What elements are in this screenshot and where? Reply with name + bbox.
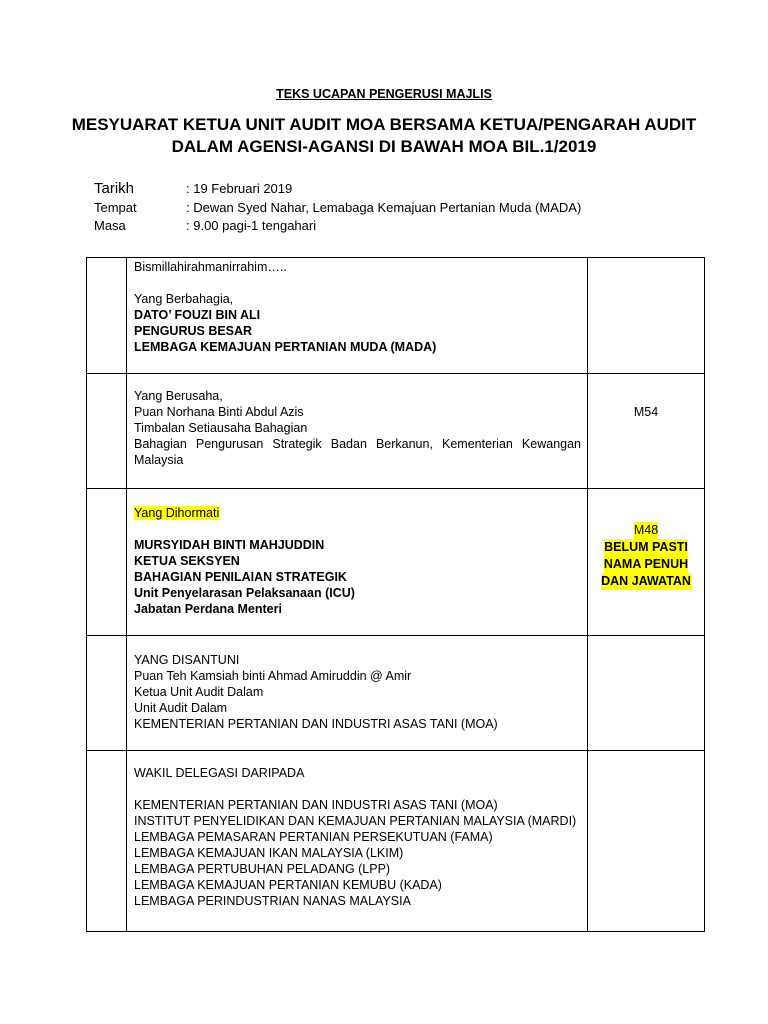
guest-name: MURSYIDAH BINTI MAHJUDDIN [134, 538, 325, 552]
guest-unit: Unit Audit Dalam [134, 701, 228, 715]
opening-text: Bismillahirahmanirrahim….. [134, 260, 287, 274]
salutation-highlight: Yang Dihormati [134, 506, 220, 520]
salutation: Yang Berbahagia, [134, 292, 234, 306]
page-heading: TEKS UCAPAN PENGERUSI MAJLIS [276, 87, 492, 101]
agency-item: LEMBAGA PEMASARAN PERTANIAN PERSEKUTUAN (FAMA) [134, 830, 493, 844]
salutation [134, 505, 581, 521]
guest-organisation: KEMENTERIAN PERTANIAN DAN INDUSTRI ASAS TANI (MOA) [134, 717, 498, 731]
document-title [60, 114, 708, 158]
protocol-table [86, 257, 705, 932]
pending-note-line: NAMA PENUH [603, 557, 689, 571]
agency-item: LEMBAGA KEMAJUAN IKAN MALAYSIA (LKIM) [134, 846, 404, 860]
salutation: Yang Berusaha, [134, 389, 223, 403]
note-cell [588, 636, 705, 751]
row-number-cell [87, 258, 127, 374]
guest-position: Ketua Unit Audit Dalam [134, 685, 264, 699]
table-row [87, 636, 705, 751]
guest-organisation: LEMBAGA KEMAJUAN PERTANIAN MUDA (MADA) [134, 340, 437, 354]
agency-item: INSTITUT PENYELIDIKAN DAN KEMAJUAN PERTANIAN MALAYSIA (MARDI) [134, 814, 577, 828]
salutation: YANG DISANTUNI [134, 653, 240, 667]
table-row [87, 751, 705, 932]
delegation-cell [127, 751, 588, 932]
grade-code-highlight: M48 [633, 523, 659, 537]
note-cell [588, 374, 705, 489]
row-number-cell [87, 636, 127, 751]
date-value: : 19 Februari 2019 [186, 180, 293, 196]
greeting-cell [127, 489, 588, 636]
pending-note-line: DAN JAWATAN [601, 574, 691, 588]
guest-name: Puan Teh Kamsiah binti Ahmad Amiruddin @ Amir [134, 669, 412, 683]
date-label: Tarikh [94, 179, 135, 197]
note-cell [588, 489, 705, 636]
guest-position: PENGURUS BESAR [134, 324, 253, 338]
table-row [87, 258, 705, 374]
time-value: : 9.00 pagi-1 tengahari [186, 217, 317, 233]
table-row [87, 489, 705, 636]
pending-note-line: BELUM PASTI [604, 540, 688, 554]
place-row [94, 198, 581, 216]
row-number-cell [87, 374, 127, 489]
agency-item: LEMBAGA PERTUBUHAN PELADANG (LPP) [134, 862, 391, 876]
agency-item: LEMBAGA PERINDUSTRIAN NANAS MALAYSIA [134, 894, 411, 908]
place-value: : Dewan Syed Nahar, Lemabaga Kemajuan Pertanian Muda (MADA) [186, 199, 582, 215]
place-label: Tempat [94, 199, 137, 215]
greeting-cell [127, 636, 588, 751]
agency-item: LEMBAGA KEMAJUAN PERTANIAN KEMUBU (KADA) [134, 878, 442, 892]
meeting-details [94, 178, 581, 234]
guest-name: Puan Norhana Binti Abdul Azis [134, 405, 304, 419]
note-cell [588, 751, 705, 932]
guest-organisation: Bahagian Pengurusan Strategik Badan Berkanun, Kementerian Kewangan Malaysia [134, 437, 581, 467]
greeting-cell [127, 258, 588, 374]
guest-position: KETUA SEKSYEN [134, 554, 240, 568]
guest-position: Timbalan Setiausaha Bahagian [134, 421, 308, 435]
guest-unit: Unit Penyelarasan Pelaksanaan (ICU) [134, 586, 355, 600]
guest-division: BAHAGIAN PENILAIAN STRATEGIK [134, 570, 347, 584]
guest-department: Jabatan Perdana Menteri [134, 602, 282, 616]
time-label: Masa [94, 217, 126, 233]
note-cell [588, 258, 705, 374]
delegation-intro: WAKIL DELEGASI DARIPADA [134, 766, 305, 780]
title-line-2: DALAM AGENSI-AGANSI DI BAWAH MOA BIL.1/2019 [171, 137, 597, 156]
row-number-cell [87, 489, 127, 636]
row-number-cell [87, 751, 127, 932]
date-row [94, 178, 581, 198]
title-line-1: MESYUARAT KETUA UNIT AUDIT MOA BERSAMA KETUA/PENGARAH AUDIT [71, 115, 697, 134]
greeting-cell [127, 374, 588, 489]
agency-item: KEMENTERIAN PERTANIAN DAN INDUSTRI ASAS TANI (MOA) [134, 798, 498, 812]
grade-code: M54 [633, 405, 659, 419]
guest-name: DATO’ FOUZI BIN ALI [134, 308, 261, 322]
table-row [87, 374, 705, 489]
time-row [94, 216, 581, 234]
